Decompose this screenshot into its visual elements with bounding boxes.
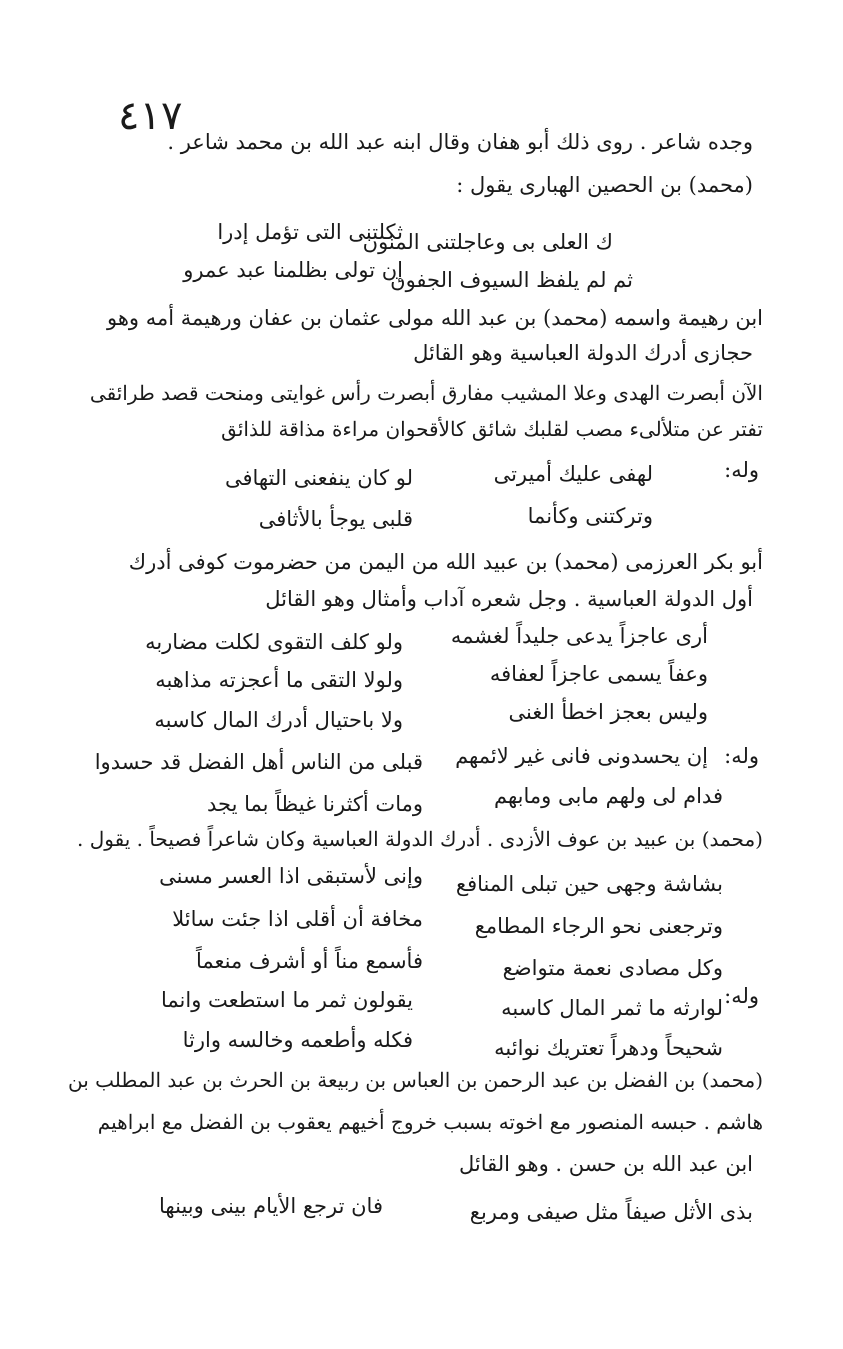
text-line: تفتر عن متلألىء مصب لقلبك شائق كالأقحوان مراءة مذاقة للذائق [221,417,763,441]
verse-left-hemistich: لو كان ينفعنى التهافى [224,466,413,490]
text-line: (محمد) بن الحصين الهبارى يقول : [456,173,753,197]
verse-right-hemistich: فان ترجع الأيام بينى وبينها [159,1194,383,1218]
verse-left-hemistich: ولولا التقى ما أعجزته مذاهبه [155,668,403,692]
verse-right-hemistich: مخافة أن أقلى اذا جئت سائلا [172,907,423,931]
verse-left-hemistich: ولو كلف التقوى لكلت مضاربه [145,630,403,654]
verse-left-hemistich: لوارثه ما ثمر المال كاسبه [501,996,723,1020]
verse-right-hemistich: فدام لى ولهم مابى ومابهم [494,784,723,808]
verse-label: وله: [724,458,759,482]
verse-right-hemistich: ثكلتنى التى تؤمل إدرا [217,220,403,244]
verse-left-hemistich: قلبى يوجأ بالأثافى [258,507,413,531]
verse-left-hemistich: شحيحاً ودهراً تعتريك نوائبه [494,1036,723,1060]
verse-left-hemistich: ك العلى بى وعاجلتنى المنون [362,230,613,254]
text-line: أبو بكر العرزمى (محمد) بن عبيد الله من اليمن من حضرموت كوفى أدرك [128,550,763,574]
verse-left-hemistich: ثم لم يلفظ السيوف الجفون [390,268,633,292]
verse-right-hemistich: أرى عاجزاً يدعى جليداً لغشمه [450,624,708,648]
verse-right-hemistich: وإنى لأستبقى اذا العسر مسنى [159,864,423,888]
text-line: حجازى أدرك الدولة العباسية وهو القائل [413,341,753,365]
text-line: أول الدولة العباسية . وجل شعره آداب وأمثال وهو القائل [265,587,753,611]
text-line: (محمد) بن الفضل بن عبد الرحمن بن العباس بن ربيعة بن الحرث بن عبد المطلب بن [68,1068,763,1092]
verse-right-hemistich: وليس بعجز اخطأ الغنى [508,700,708,724]
text-line: ابن عبد الله بن حسن . وهو القائل [459,1152,753,1176]
verse-right-hemistich: وعفاً يسمى عاجزاً لعفافه [489,662,708,686]
verse-left-hemistich: قبلى من الناس أهل الفضل قد حسدوا [94,750,423,774]
verse-left-hemistich: وكل مصادى نعمة متواضع [502,956,723,980]
verse-left-hemistich: بشاشة وجهى حين تبلى المنافع [455,872,723,896]
verse-right-hemistich: إن يحسدونى فانى غير لائمهم [455,744,708,768]
text-line: ابن رهيمة واسمه (محمد) بن عبد الله مولى عثمان بن عفان ورهيمة أمه وهو [106,306,763,330]
verse-label: وله: [724,984,759,1008]
verse-left-hemistich: ولا باحتيال أدرك المال كاسبه [154,708,403,732]
text-line: وجده شاعر . روى ذلك أبو هفان وقال ابنه عبد الله بن محمد شاعر . [167,130,753,154]
verse-right-hemistich: فكله وأطعمه وخالسه وارثا [182,1028,413,1052]
verse-left-hemistich: ومات أكثرنا غيظاً بما يجد [206,792,423,816]
text-line: الآن أبصرت الهدى وعلا المشيب مفارق أبصرت رأس غوايتى ومنحت قصد طرائقى [89,381,763,405]
text-line: هاشم . حبسه المنصور مع اخوته بسبب خروج أخيهم يعقوب بن الفضل مع ابراهيم [97,1110,763,1134]
verse-right-hemistich: لهفى عليك أميرتى [493,462,653,486]
verse-right-hemistich: وتركتنى وكأنما [527,504,653,528]
verse-left-hemistich: وترجعنى نحو الرجاء المطامع [474,914,723,938]
verse-right-hemistich: فأسمع مناً أو أشرف منعماً [195,949,423,973]
verse-label: وله: [724,744,759,768]
verse-right-hemistich: يقولون ثمر ما استطعت وانما [160,988,413,1012]
page-number: ٤١٧ [118,93,183,139]
verse-left-hemistich: بذى الأثل صيفاً مثل صيفى ومربع [469,1200,753,1224]
text-line: (محمد) بن عبيد بن عوف الأزدى . أدرك الدولة العباسية وكان شاعراً فصيحاً . يقول . [77,827,763,851]
verse-right-hemistich: إن تولى بظلمنا عبد عمرو [183,258,403,282]
